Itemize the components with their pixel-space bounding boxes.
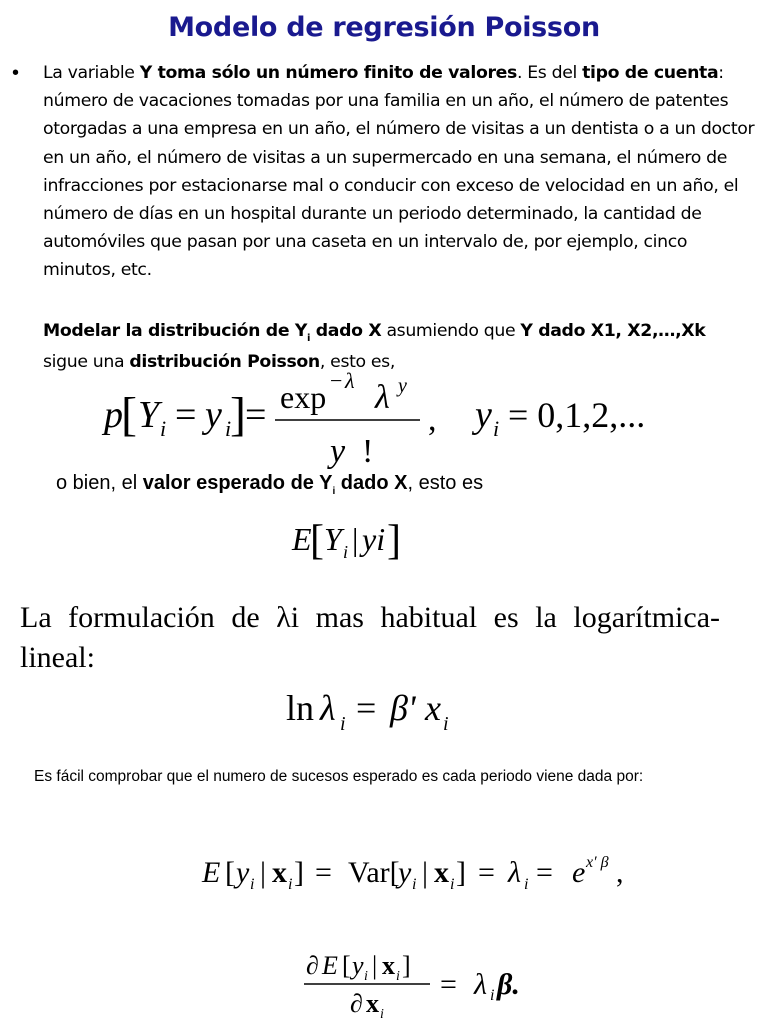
formulation-text: La formulación de λi mas habitual es la logarítmica-lineal: <box>20 601 720 674</box>
formula-Y: Y <box>324 521 342 557</box>
formula-minus: − <box>330 370 343 393</box>
formula-y: y <box>352 951 364 980</box>
bold-span: distribución Poisson <box>129 352 320 373</box>
bracket-open: [ <box>310 518 324 564</box>
formula-lbracket: [ <box>225 856 235 889</box>
text-span: sigue una <box>43 352 130 373</box>
formula-x: x <box>272 856 287 889</box>
paragraph-expected <box>56 472 483 495</box>
formula-lbracket: [ <box>342 951 351 980</box>
formula-sub-i: i <box>412 876 417 893</box>
formula-eq: = <box>356 688 377 728</box>
bold-span: dado X <box>335 472 408 494</box>
text-span: . Es del <box>516 63 583 83</box>
text-span: o bien, el <box>56 472 143 494</box>
formula-den-y: y <box>330 433 346 470</box>
formula-eq: = <box>315 856 332 889</box>
formula-exponent: x′ β <box>586 854 609 871</box>
formula-bar: | <box>372 951 378 980</box>
formula-eq: = <box>536 856 553 889</box>
formula-x: x <box>425 688 441 728</box>
text-span: La variable <box>43 63 140 83</box>
formula-x: x <box>434 856 449 889</box>
formula-E: E <box>202 856 221 889</box>
formula-sub-i: i <box>396 969 400 984</box>
formula-values: = 0,1,2,... <box>508 395 646 435</box>
formula-sub-i: i <box>443 713 449 735</box>
formula-p: p <box>104 394 123 436</box>
formula-x: x <box>366 989 379 1018</box>
formula-e: e <box>572 856 586 889</box>
formula-y: y <box>475 394 492 436</box>
subscript: i <box>307 333 311 344</box>
formula-y: y <box>236 856 250 889</box>
formula-partial: ∂ <box>350 989 363 1018</box>
formula-yi: yi <box>362 521 386 557</box>
bracket-close: ] <box>387 518 401 564</box>
formula-y: y <box>398 856 412 889</box>
log-linear-formula <box>0 680 768 740</box>
formula-rbracket: ] <box>402 951 411 980</box>
formula-partial: ∂ <box>306 951 319 980</box>
formula-sub-i: i <box>493 416 500 441</box>
formula-lambda: λ <box>474 968 487 1001</box>
formula-sup-y: y <box>398 375 407 397</box>
formula-rbracket: ] <box>456 856 466 889</box>
formula-comma: , <box>616 856 624 889</box>
formula-eq: = <box>245 394 267 436</box>
formula-comma: , <box>428 401 437 438</box>
bullet-icon: • <box>12 62 20 84</box>
formula-sub-i: i <box>250 876 255 893</box>
paragraph-definition <box>43 59 763 285</box>
formula-beta: β' <box>390 688 416 728</box>
derivative-formula <box>0 940 768 1020</box>
formula-lambda: λ <box>320 688 336 728</box>
explanation-text: Es fácil comprobar que el numero de sucesos esperado es cada periodo viene dada por: <box>34 768 644 785</box>
formula-beta: β. <box>497 968 520 1001</box>
bold-span: tipo de cuenta <box>582 63 719 83</box>
formula-bar: | <box>422 856 429 889</box>
formula-var: Var[ <box>348 856 400 889</box>
formula-sub-i: i <box>343 542 349 562</box>
formula-lambda-sup: λ <box>345 370 355 393</box>
bold-span: Modelar la distribución de Y <box>43 321 308 341</box>
text-span: : número de vacaciones tomadas por una familia en un año, el número de patentes otorgadas a una empresa en un año, el número de visitas a un dentista o a un doctor en un año, el número de visitas a un supermercado en una semana, el número de infracciones por estacionarse mal o conducir con exceso de velocidad en un año, el número de días en un hospital durante un periodo determinado, la cantidad de automóviles que pasan por una caseta en un intervalo de, por ejemplo, cinco minutos, etc. <box>43 63 755 281</box>
formula-sub-i: i <box>288 876 293 893</box>
formula-E: E <box>322 951 338 980</box>
formula-sub-i: i <box>225 416 232 441</box>
formula-eq: = <box>440 968 457 1001</box>
subscript: i <box>332 486 336 497</box>
mean-variance-formula <box>0 845 768 905</box>
formula-lambda: λ <box>508 856 521 889</box>
formula-ln: ln <box>286 688 315 728</box>
formula-sub-i: i <box>340 713 346 735</box>
formula-lambda: λ <box>375 379 390 416</box>
formula-x: x <box>382 951 395 980</box>
formula-exp: exp <box>280 379 327 415</box>
bold-span: Y toma sólo un número finito de valores <box>139 63 517 83</box>
formula-eq: = <box>478 856 495 889</box>
text-span: , esto es, <box>319 352 395 373</box>
text-span: asumiendo que <box>381 321 521 341</box>
page-title: Modelo de regresión Poisson <box>168 12 600 43</box>
formula-sub-i: i <box>160 416 167 441</box>
formula-bar: | <box>352 521 359 557</box>
formula-sub-i: i <box>524 876 529 893</box>
bold-span: dado X <box>310 321 382 341</box>
bold-span: Y dado X1, X2,…,Xk <box>520 321 706 341</box>
expected-value-formula <box>0 510 768 570</box>
bold-span: valor esperado de Y <box>142 472 333 494</box>
bracket-close: ] <box>230 388 246 441</box>
formula-sub-i: i <box>364 969 368 984</box>
text-span: , esto es <box>407 472 484 494</box>
formula-rbracket: ] <box>294 856 304 889</box>
formula-sub-i: i <box>490 987 495 1004</box>
formula-sub-i: i <box>380 1007 384 1020</box>
formula-bar: | <box>260 856 267 889</box>
formula-den-fact: ! <box>362 433 374 470</box>
formula-sub-i: i <box>450 876 455 893</box>
paragraph-model <box>43 317 763 376</box>
formula-Y: Y <box>138 394 160 436</box>
formula-E: E <box>292 521 312 557</box>
poisson-pmf-formula <box>0 370 768 470</box>
formula-eq-inner: = <box>175 394 197 436</box>
formula-y: y <box>205 394 222 436</box>
bracket-open: [ <box>121 388 137 441</box>
